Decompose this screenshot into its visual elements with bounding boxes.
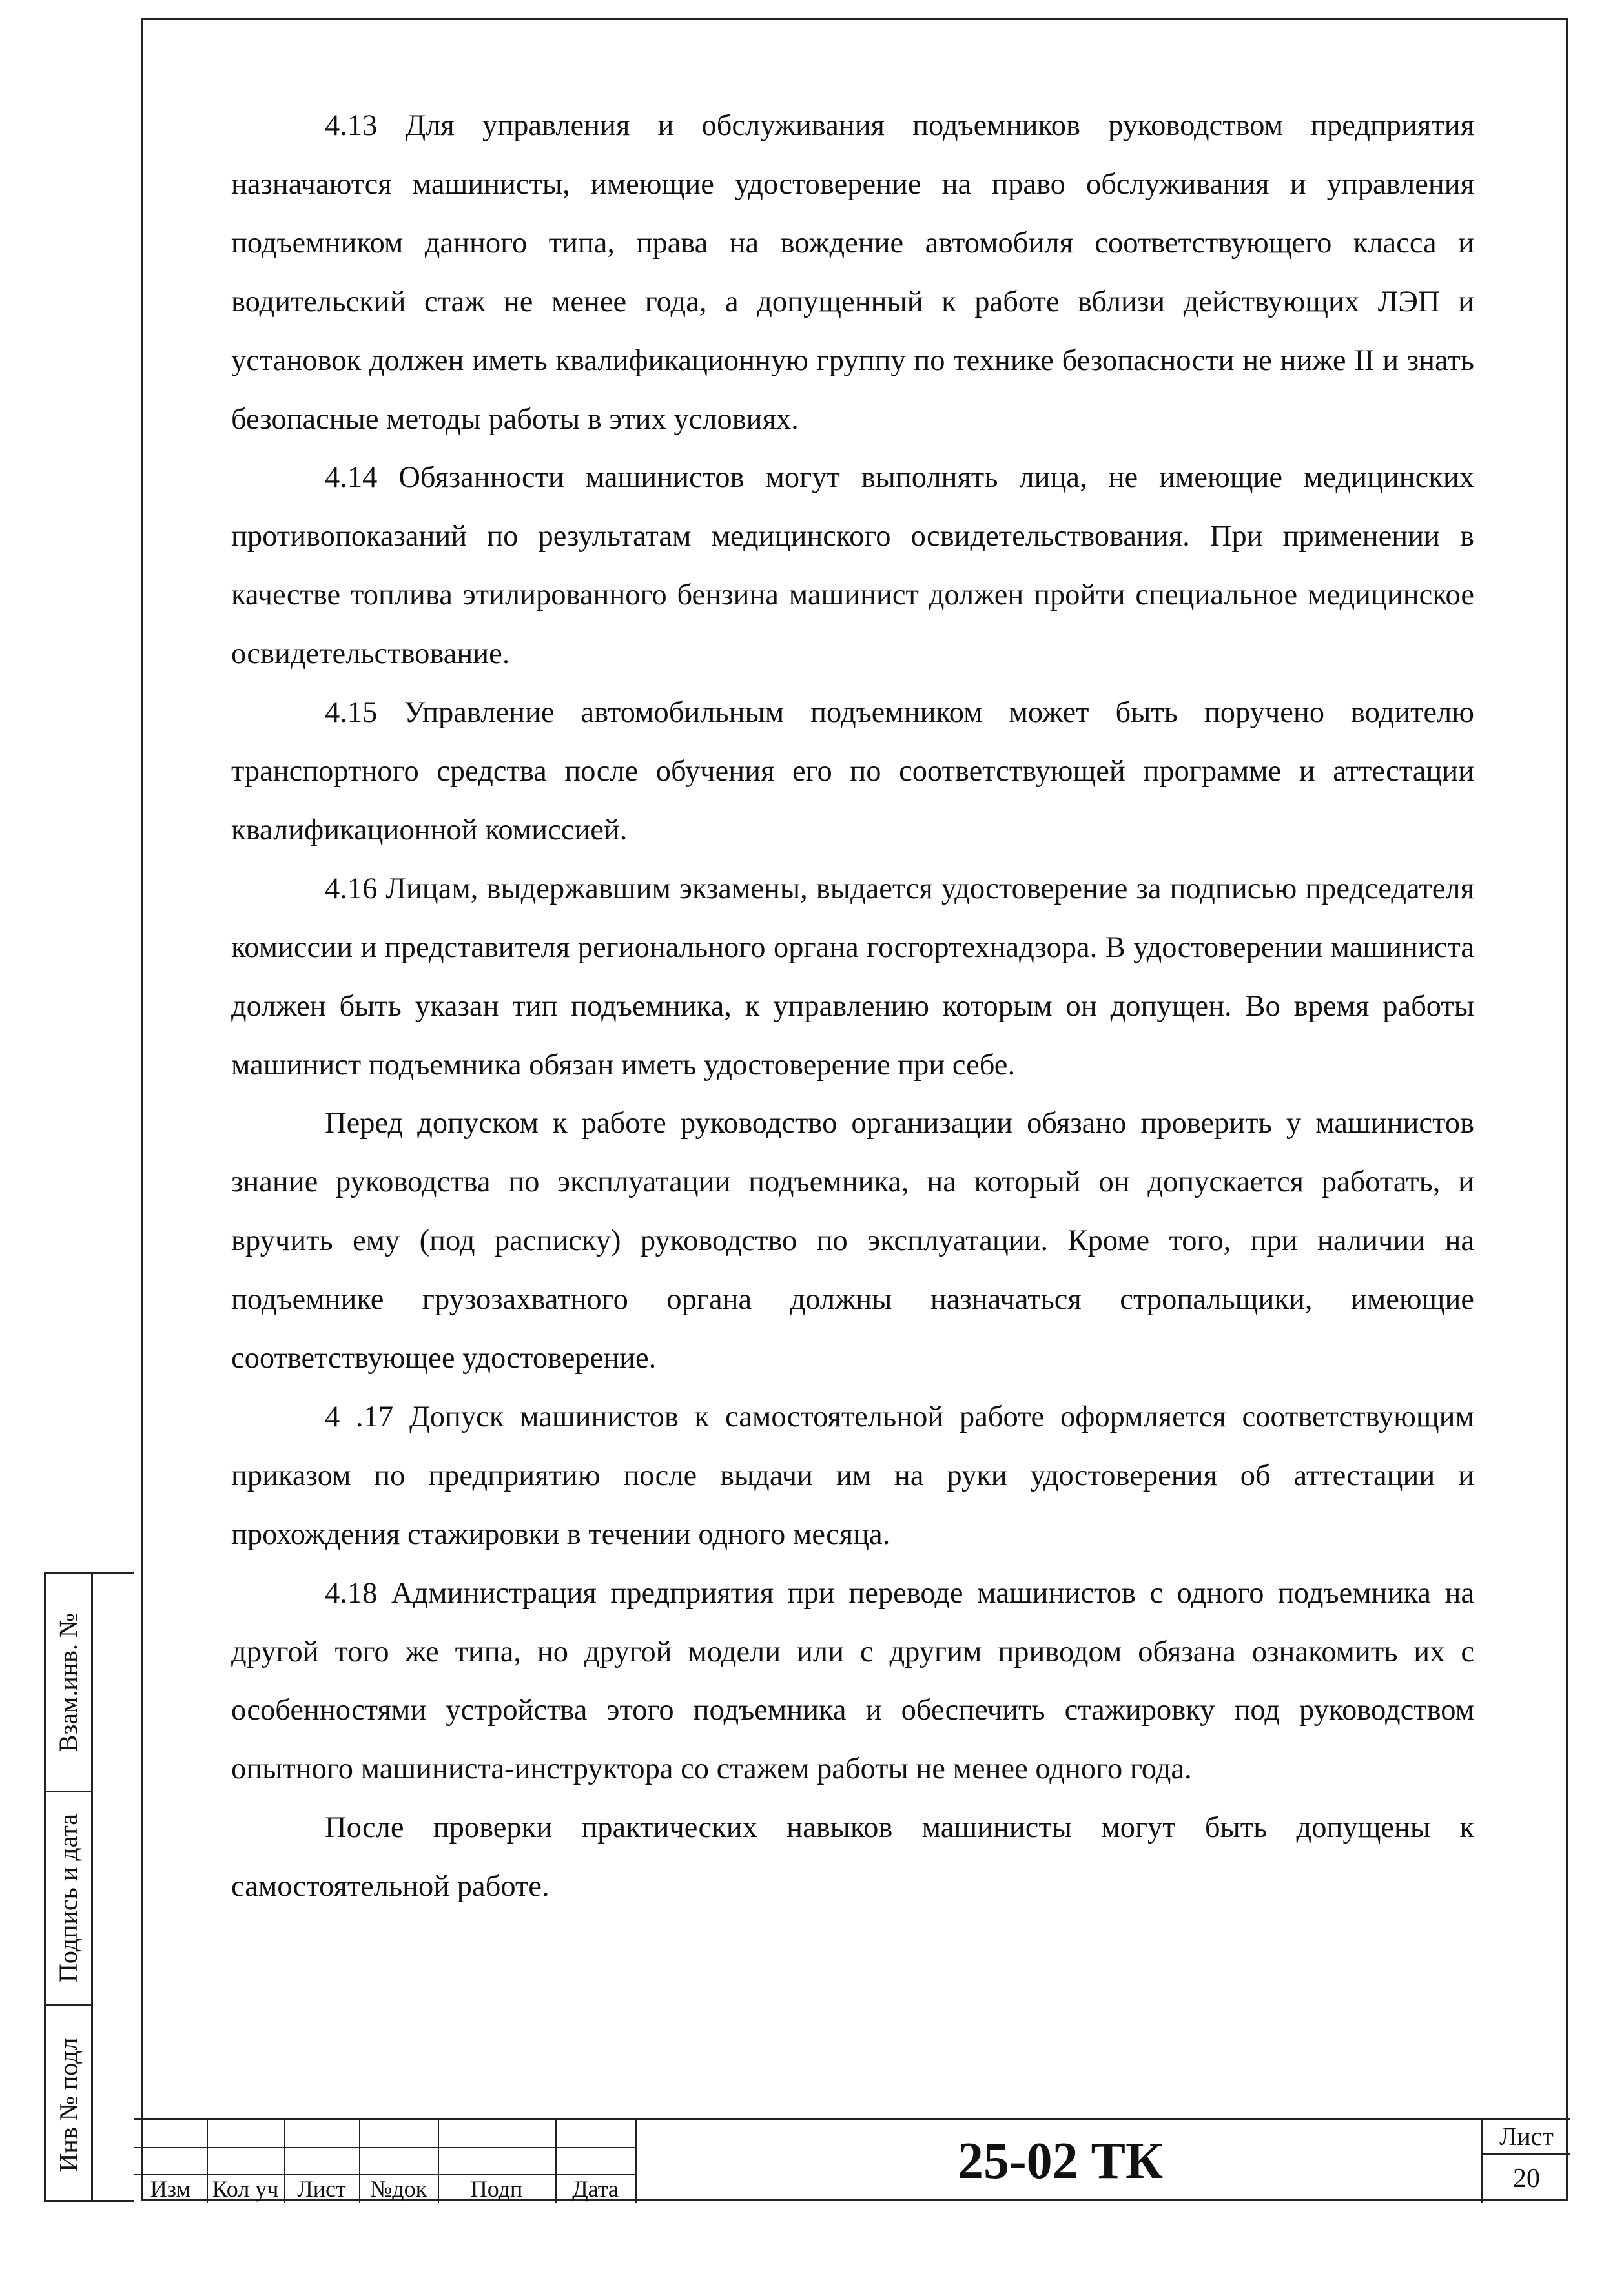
paragraph-4-17: 4 .17 Допуск машинистов к самостоятельной работе оформляется соответствующим приказом по предприятию после выдачи им на руки удостоверения об аттестации и прохождения стажировки в течении одного месяца. bbox=[231, 1400, 1474, 1551]
side-stamp bbox=[44, 1572, 134, 2202]
side-stamp-inv: Инв № подл bbox=[46, 2004, 91, 2204]
side-stamp-vzam: Взам.инв. № bbox=[54, 1612, 83, 1752]
paragraph-4-15: 4.15 Управление автомобильным подъемником может быть поручено водителю транспортного средства после обучения его по соответствующей программе и аттестации квалификационной комиссией. bbox=[231, 696, 1474, 847]
paragraph-final: После проверки практических навыков машинисты могут быть допущены к самостоятельной работе. bbox=[231, 1811, 1474, 1904]
label-data: Дата bbox=[572, 2176, 619, 2202]
paragraph-admission-check: Перед допуском к работе руководство организации обязано проверить у машинистов знание руководства по эксплуатации подъемника, на который он допускается работать, и вручить ему (под расписку) руководство по эксплуатации. Кроме того, при наличии на подъемнике грузозахватного органа должны назначаться стропальщики, имеющие соответствующее удостоверение. bbox=[231, 1107, 1474, 1375]
sheet-label: Лист bbox=[1483, 2120, 1570, 2155]
side-stamp-podpis: Подпись и дата bbox=[46, 1791, 91, 2004]
label-podp: Подп bbox=[470, 2176, 523, 2202]
sheet-number: 20 bbox=[1513, 2164, 1540, 2193]
label-kol-uch: Кол уч bbox=[212, 2176, 279, 2202]
paragraph-4-18: 4.18 Администрация предприятия при переводе машинистов с одного подъемника на другой того же типа, но другой модели или с другим приводом обязана ознакомить их с особенностями устройства этого подъемника и обеспечить стажировку под руководством опытного машиниста-инструктора со стажем работы не менее одного года. bbox=[231, 1576, 1474, 1786]
paragraph-4-13: 4.13 Для управления и обслуживания подъемников руководством предприятия назначаются машинисты, имеющие удостоверение на право обслуживания и управления подъемником данного типа, права на вождение автомобиля соответствующего класса и водительский стаж не менее года, а допущенный к работе вблизи действующих ЛЭП и установок должен иметь квалификационную группу по технике безопасности не ниже II и знать безопасные методы работы в этих условиях. bbox=[231, 109, 1474, 436]
document-code: 25-02 ТК bbox=[635, 2118, 1483, 2203]
side-stamp-column bbox=[91, 1574, 138, 2200]
title-block bbox=[134, 2118, 1568, 2201]
paragraph-4-14: 4.14 Обязанности машинистов могут выполнять лица, не имеющие медицинских противопоказаний по результатам медицинского освидетельствования. При применении в качестве топлива этилированного бензина машинист должен пройти специальное медицинское освидетельствование. bbox=[231, 461, 1474, 671]
paragraph-4-16: 4.16 Лицам, выдержавшим экзамены, выдается удостоверение за подписью председателя комиссии и представителя регионального органа госгортехнадзора. В удостоверении машиниста должен быть указан тип подъемника, к управлению которым он допущен. Во время работы машинист подъемника обязан иметь удостоверение при себе. bbox=[231, 872, 1474, 1082]
sheet-box bbox=[1481, 2118, 1570, 2203]
label-list: Лист bbox=[297, 2176, 346, 2202]
label-izm: Изм bbox=[150, 2176, 191, 2202]
label-ndok: №док bbox=[369, 2176, 427, 2202]
document-body bbox=[231, 97, 1474, 1916]
title-block-revision-grid bbox=[134, 2118, 635, 2203]
